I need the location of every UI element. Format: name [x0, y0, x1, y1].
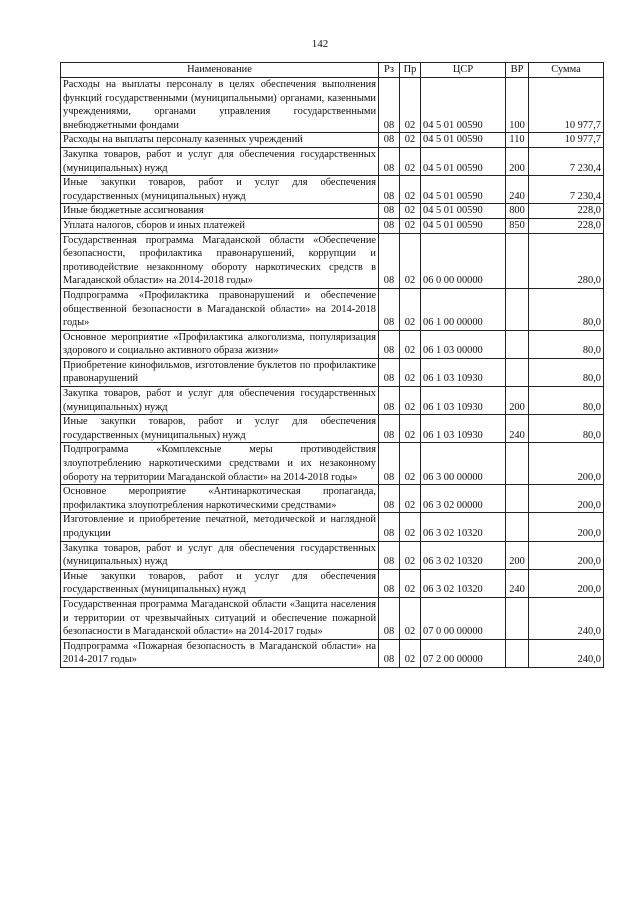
row-csr: 06 3 00 00000	[421, 443, 506, 485]
row-name: Приобретение кинофильмов, изготовление буклетов по профилактике правонарушений	[61, 358, 379, 386]
row-name: Расходы на выплаты персоналу в целях обеспечения выполнения функций государственными (муниципальными) органами, казенными учреждениями, органами управления государственными внебюджетными фондами	[61, 78, 379, 133]
row-csr: 06 1 03 10930	[421, 358, 506, 386]
row-vr: 110	[506, 133, 529, 148]
header-rz: Рз	[379, 63, 400, 78]
row-rz: 08	[379, 387, 400, 415]
row-name: Расходы на выплаты персоналу казенных учреждений	[61, 133, 379, 148]
table-row	[61, 443, 604, 485]
row-csr: 06 3 02 00000	[421, 485, 506, 513]
row-vr: 850	[506, 218, 529, 233]
row-vr: 240	[506, 415, 529, 443]
row-pr: 02	[400, 233, 421, 288]
row-rz: 08	[379, 541, 400, 569]
row-vr	[506, 597, 529, 639]
row-sum: 200,0	[529, 485, 604, 513]
row-name: Изготовление и приобретение печатной, методической и наглядной продукции	[61, 513, 379, 541]
table-row	[61, 639, 604, 667]
table-row	[61, 176, 604, 204]
row-name: Основное мероприятие «Антинаркотическая пропаганда, профилактика злоупотребления наркотическими средствами»	[61, 485, 379, 513]
row-sum: 200,0	[529, 541, 604, 569]
row-pr: 02	[400, 133, 421, 148]
row-vr	[506, 639, 529, 667]
row-csr: 06 3 02 10320	[421, 569, 506, 597]
table-row	[61, 415, 604, 443]
row-rz: 08	[379, 78, 400, 133]
row-sum: 80,0	[529, 288, 604, 330]
table-row	[61, 485, 604, 513]
row-sum: 200,0	[529, 569, 604, 597]
table-row	[61, 147, 604, 175]
row-csr: 06 0 00 00000	[421, 233, 506, 288]
row-name: Закупка товаров, работ и услуг для обеспечения государственных (муниципальных) нужд	[61, 387, 379, 415]
row-rz: 08	[379, 513, 400, 541]
row-pr: 02	[400, 288, 421, 330]
row-name: Иные закупки товаров, работ и услуг для обеспечения государственных (муниципальных) нужд	[61, 415, 379, 443]
row-vr	[506, 443, 529, 485]
row-csr: 04 5 01 00590	[421, 133, 506, 148]
table-row	[61, 358, 604, 386]
row-rz: 08	[379, 233, 400, 288]
header-pr: Пр	[400, 63, 421, 78]
row-sum: 200,0	[529, 443, 604, 485]
row-pr: 02	[400, 358, 421, 386]
row-rz: 08	[379, 176, 400, 204]
table-row	[61, 597, 604, 639]
table-row	[61, 204, 604, 219]
row-sum: 10 977,7	[529, 78, 604, 133]
header-name: Наименование	[61, 63, 379, 78]
row-csr: 06 1 03 10930	[421, 415, 506, 443]
row-csr: 06 1 03 00000	[421, 330, 506, 358]
row-rz: 08	[379, 443, 400, 485]
row-name: Иные закупки товаров, работ и услуг для обеспечения государственных (муниципальных) нужд	[61, 176, 379, 204]
row-vr: 100	[506, 78, 529, 133]
row-csr: 04 5 01 00590	[421, 204, 506, 219]
row-name: Уплата налогов, сборов и иных платежей	[61, 218, 379, 233]
table-row	[61, 233, 604, 288]
row-rz: 08	[379, 147, 400, 175]
row-vr	[506, 513, 529, 541]
row-rz: 08	[379, 358, 400, 386]
row-pr: 02	[400, 485, 421, 513]
row-sum: 10 977,7	[529, 133, 604, 148]
row-name: Государственная программа Магаданской области «Защита населения и территории от чрезвычайных ситуаций и обеспечение пожарной безопасности в Магаданской области» на 2014-2017 годы»	[61, 597, 379, 639]
row-rz: 08	[379, 569, 400, 597]
row-pr: 02	[400, 443, 421, 485]
row-pr: 02	[400, 569, 421, 597]
table-row	[61, 513, 604, 541]
row-name: Закупка товаров, работ и услуг для обеспечения государственных (муниципальных) нужд	[61, 147, 379, 175]
row-vr: 200	[506, 541, 529, 569]
row-pr: 02	[400, 78, 421, 133]
row-name: Подпрограмма «Комплексные меры противодействия злоупотреблению наркотическими средствами и их незаконному обороту на территории Магаданской области» на 2014-2018 годы»	[61, 443, 379, 485]
table-row	[61, 78, 604, 133]
header-vr: ВР	[506, 63, 529, 78]
row-sum: 80,0	[529, 358, 604, 386]
row-sum: 240,0	[529, 639, 604, 667]
row-sum: 80,0	[529, 415, 604, 443]
row-sum: 228,0	[529, 204, 604, 219]
row-csr: 04 5 01 00590	[421, 78, 506, 133]
row-pr: 02	[400, 513, 421, 541]
row-vr: 200	[506, 147, 529, 175]
row-pr: 02	[400, 147, 421, 175]
row-name: Подпрограмма «Пожарная безопасность в Магаданской области» на 2014-2017 годы»	[61, 639, 379, 667]
row-csr: 06 3 02 10320	[421, 541, 506, 569]
row-csr: 06 3 02 10320	[421, 513, 506, 541]
row-vr	[506, 330, 529, 358]
row-sum: 7 230,4	[529, 176, 604, 204]
row-pr: 02	[400, 204, 421, 219]
row-pr: 02	[400, 330, 421, 358]
row-csr: 07 0 00 00000	[421, 597, 506, 639]
row-pr: 02	[400, 597, 421, 639]
row-rz: 08	[379, 597, 400, 639]
row-pr: 02	[400, 415, 421, 443]
row-rz: 08	[379, 415, 400, 443]
row-vr	[506, 485, 529, 513]
row-rz: 08	[379, 330, 400, 358]
row-name: Закупка товаров, работ и услуг для обеспечения государственных (муниципальных) нужд	[61, 541, 379, 569]
row-sum: 240,0	[529, 597, 604, 639]
row-name: Иные закупки товаров, работ и услуг для обеспечения государственных (муниципальных) нужд	[61, 569, 379, 597]
row-rz: 08	[379, 639, 400, 667]
header-sum: Сумма	[529, 63, 604, 78]
row-vr	[506, 288, 529, 330]
table-row	[61, 387, 604, 415]
table-row	[61, 133, 604, 148]
row-csr: 04 5 01 00590	[421, 176, 506, 204]
row-vr: 200	[506, 387, 529, 415]
row-vr	[506, 233, 529, 288]
table-row	[61, 288, 604, 330]
row-sum: 80,0	[529, 387, 604, 415]
row-sum: 280,0	[529, 233, 604, 288]
row-csr: 07 2 00 00000	[421, 639, 506, 667]
row-pr: 02	[400, 218, 421, 233]
header-csr: ЦСР	[421, 63, 506, 78]
row-sum: 228,0	[529, 218, 604, 233]
row-rz: 08	[379, 288, 400, 330]
row-sum: 200,0	[529, 513, 604, 541]
row-vr: 240	[506, 176, 529, 204]
row-csr: 04 5 01 00590	[421, 147, 506, 175]
row-vr: 240	[506, 569, 529, 597]
row-pr: 02	[400, 639, 421, 667]
row-pr: 02	[400, 541, 421, 569]
row-rz: 08	[379, 133, 400, 148]
table-header-row	[61, 63, 604, 78]
row-sum: 7 230,4	[529, 147, 604, 175]
row-sum: 80,0	[529, 330, 604, 358]
row-pr: 02	[400, 387, 421, 415]
row-pr: 02	[400, 176, 421, 204]
row-name: Основное мероприятие «Профилактика алкоголизма, популяризация здорового и социально активного образа жизни»	[61, 330, 379, 358]
row-vr	[506, 358, 529, 386]
table-row	[61, 330, 604, 358]
row-csr: 04 5 01 00590	[421, 218, 506, 233]
row-name: Государственная программа Магаданской области «Обеспечение безопасности, профилактика правонарушений, коррупции и противодействие незаконному обороту наркотических средств в Магаданской области» на 2014-2018 годы»	[61, 233, 379, 288]
row-csr: 06 1 00 00000	[421, 288, 506, 330]
budget-table	[60, 62, 604, 668]
row-rz: 08	[379, 485, 400, 513]
row-vr: 800	[506, 204, 529, 219]
row-rz: 08	[379, 218, 400, 233]
table-row	[61, 218, 604, 233]
table-row	[61, 541, 604, 569]
row-rz: 08	[379, 204, 400, 219]
row-name: Подпрограмма «Профилактика правонарушений и обеспечение общественной безопасности в Магаданской области» на 2014-2018 годы»	[61, 288, 379, 330]
table-row	[61, 569, 604, 597]
row-name: Иные бюджетные ассигнования	[61, 204, 379, 219]
page-number: 142	[311, 38, 329, 50]
row-csr: 06 1 03 10930	[421, 387, 506, 415]
